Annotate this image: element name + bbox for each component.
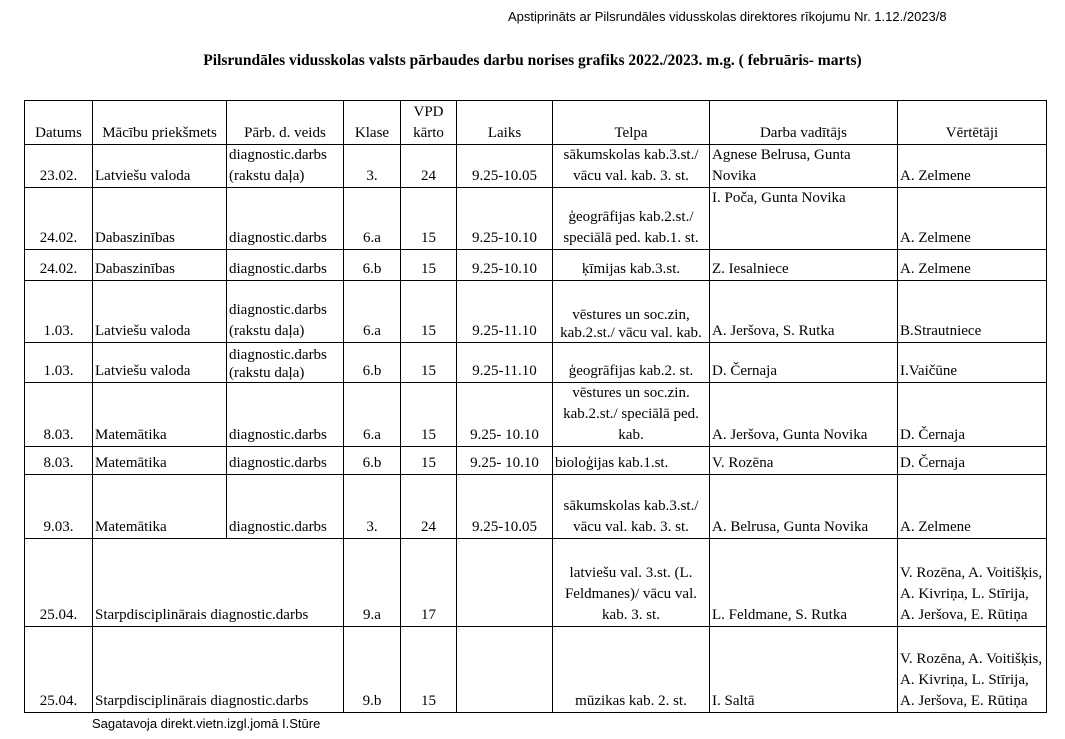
col-header-room: Telpa — [553, 101, 710, 145]
col-header-evaluators: Vērtētāji — [898, 101, 1047, 145]
cell-class: 6.a — [344, 281, 401, 343]
col-header-vpd-line2: kārto — [413, 125, 444, 141]
col-header-vpd-line1: VPD — [413, 104, 444, 120]
cell-vpd: 15 — [401, 281, 457, 343]
cell-leader: D. Černaja — [710, 343, 898, 383]
cell-vpd: 15 — [401, 627, 457, 713]
cell-class: 6.b — [344, 343, 401, 383]
cell-subject: Latviešu valoda — [93, 145, 227, 188]
cell-class: 3. — [344, 475, 401, 539]
cell-time — [457, 627, 553, 713]
cell-vpd: 24 — [401, 475, 457, 539]
cell-evaluators: I.Vaičūne — [898, 343, 1047, 383]
cell-leader: Z. Iesalniece — [710, 250, 898, 281]
cell-evaluators: A. Zelmene — [898, 250, 1047, 281]
cell-date: 25.04. — [25, 627, 93, 713]
table-row — [25, 627, 1047, 713]
cell-date: 1.03. — [25, 281, 93, 343]
table-row — [25, 539, 1047, 627]
cell-room: sākumskolas kab.3.st./ vācu val. kab. 3. st. — [553, 475, 710, 539]
cell-time: 9.25- 10.10 — [457, 383, 553, 447]
cell-time: 9.25-11.10 — [457, 343, 553, 383]
cell-time — [457, 539, 553, 627]
cell-room: ģeogrāfijas kab.2. st. — [553, 343, 710, 383]
table-row — [25, 447, 1047, 475]
cell-time: 9.25- 10.10 — [457, 447, 553, 475]
cell-date: 24.02. — [25, 250, 93, 281]
col-header-leader: Darba vadītājs — [710, 101, 898, 145]
cell-room: sākumskolas kab.3.st./ vācu val. kab. 3. st. — [553, 145, 710, 188]
cell-time: 9.25-10.05 — [457, 475, 553, 539]
cell-leader: Agnese Belrusa, Gunta Novika — [710, 145, 898, 188]
cell-room: vēstures un soc.zin, kab.2.st./ vācu val. kab. — [553, 281, 710, 343]
table-row — [25, 343, 1047, 383]
cell-class: 6.b — [344, 250, 401, 281]
cell-leader: A. Belrusa, Gunta Novika — [710, 475, 898, 539]
cell-time: 9.25-10.10 — [457, 188, 553, 250]
cell-date: 25.04. — [25, 539, 93, 627]
cell-time: 9.25-10.10 — [457, 250, 553, 281]
cell-evaluators: D. Černaja — [898, 447, 1047, 475]
cell-class: 6.a — [344, 188, 401, 250]
cell-leader: I. Poča, Gunta Novika — [710, 188, 898, 250]
cell-subject: Dabaszinības — [93, 250, 227, 281]
cell-class: 6.b — [344, 447, 401, 475]
cell-evaluators: V. Rozēna, A. Voitišķis, A. Kivriņa, L. Stīrija, A. Jeršova, E. Rūtiņa — [898, 539, 1047, 627]
table-row — [25, 250, 1047, 281]
cell-leader: L. Feldmane, S. Rutka — [710, 539, 898, 627]
cell-type: diagnostic.darbs — [227, 475, 344, 539]
schedule-table — [24, 100, 1047, 713]
cell-subject: Latviešu valoda — [93, 281, 227, 343]
cell-room: vēstures un soc.zin. kab.2.st./ speciālā ped. kab. — [553, 383, 710, 447]
cell-type: diagnostic.darbs — [227, 447, 344, 475]
cell-subject: Starpdisciplinārais diagnostic.darbs — [93, 539, 344, 627]
cell-subject: Matemātika — [93, 447, 227, 475]
cell-room: bioloģijas kab.1.st. — [553, 447, 710, 475]
cell-leader: A. Jeršova, Gunta Novika — [710, 383, 898, 447]
cell-leader: I. Saltā — [710, 627, 898, 713]
cell-evaluators: A. Zelmene — [898, 145, 1047, 188]
document-title: Pilsrundāles vidusskolas valsts pārbaudes darbu norises grafiks 2022./2023. m.g. ( februāris- marts) — [203, 52, 862, 69]
cell-subject: Matemātika — [93, 475, 227, 539]
cell-type: diagnostic.darbs (rakstu daļa) — [227, 281, 344, 343]
table-row — [25, 281, 1047, 343]
col-header-vpd — [401, 101, 457, 145]
cell-subject: Latviešu valoda — [93, 343, 227, 383]
cell-type: diagnostic.darbs (rakstu daļa) — [227, 145, 344, 188]
cell-time: 9.25-10.05 — [457, 145, 553, 188]
cell-room: ģeogrāfijas kab.2.st./ speciālā ped. kab.1. st. — [553, 188, 710, 250]
table-row — [25, 475, 1047, 539]
cell-time: 9.25-11.10 — [457, 281, 553, 343]
cell-vpd: 15 — [401, 188, 457, 250]
cell-type: diagnostic.darbs (rakstu daļa) — [227, 343, 344, 383]
cell-date: 9.03. — [25, 475, 93, 539]
cell-type: diagnostic.darbs — [227, 383, 344, 447]
col-header-time: Laiks — [457, 101, 553, 145]
cell-class: 9.b — [344, 627, 401, 713]
cell-room: ķīmijas kab.3.st. — [553, 250, 710, 281]
cell-class: 3. — [344, 145, 401, 188]
prepared-by-note: Sagatavoja direkt.vietn.izgl.jomā I.Stūre — [92, 716, 321, 731]
table-row — [25, 188, 1047, 250]
cell-evaluators: A. Zelmene — [898, 475, 1047, 539]
approval-note: Apstiprināts ar Pilsrundāles vidusskolas direktores rīkojumu Nr. 1.12./2023/8 — [508, 9, 947, 24]
col-header-type: Pārb. d. veids — [227, 101, 344, 145]
cell-leader: A. Jeršova, S. Rutka — [710, 281, 898, 343]
cell-vpd: 17 — [401, 539, 457, 627]
cell-date: 8.03. — [25, 447, 93, 475]
table-row — [25, 145, 1047, 188]
cell-vpd: 15 — [401, 250, 457, 281]
cell-room: mūzikas kab. 2. st. — [553, 627, 710, 713]
col-header-date: Datums — [25, 101, 93, 145]
cell-date: 1.03. — [25, 343, 93, 383]
cell-class: 9.a — [344, 539, 401, 627]
table-row — [25, 383, 1047, 447]
cell-date: 24.02. — [25, 188, 93, 250]
cell-class: 6.a — [344, 383, 401, 447]
cell-vpd: 15 — [401, 447, 457, 475]
cell-date: 8.03. — [25, 383, 93, 447]
cell-vpd: 15 — [401, 383, 457, 447]
cell-evaluators: B.Strautniece — [898, 281, 1047, 343]
cell-leader: V. Rozēna — [710, 447, 898, 475]
cell-type: diagnostic.darbs — [227, 250, 344, 281]
cell-subject: Starpdisciplinārais diagnostic.darbs — [93, 627, 344, 713]
cell-vpd: 24 — [401, 145, 457, 188]
table-header-row — [25, 101, 1047, 145]
cell-vpd: 15 — [401, 343, 457, 383]
col-header-subject: Mācību priekšmets — [93, 101, 227, 145]
cell-type: diagnostic.darbs — [227, 188, 344, 250]
cell-room: latviešu val. 3.st. (L. Feldmanes)/ vācu val. kab. 3. st. — [553, 539, 710, 627]
cell-subject: Dabaszinības — [93, 188, 227, 250]
cell-subject: Matemātika — [93, 383, 227, 447]
cell-date: 23.02. — [25, 145, 93, 188]
col-header-class: Klase — [344, 101, 401, 145]
cell-evaluators: V. Rozēna, A. Voitišķis, A. Kivriņa, L. Stīrija, A. Jeršova, E. Rūtiņa — [898, 627, 1047, 713]
cell-evaluators: A. Zelmene — [898, 188, 1047, 250]
cell-evaluators: D. Černaja — [898, 383, 1047, 447]
